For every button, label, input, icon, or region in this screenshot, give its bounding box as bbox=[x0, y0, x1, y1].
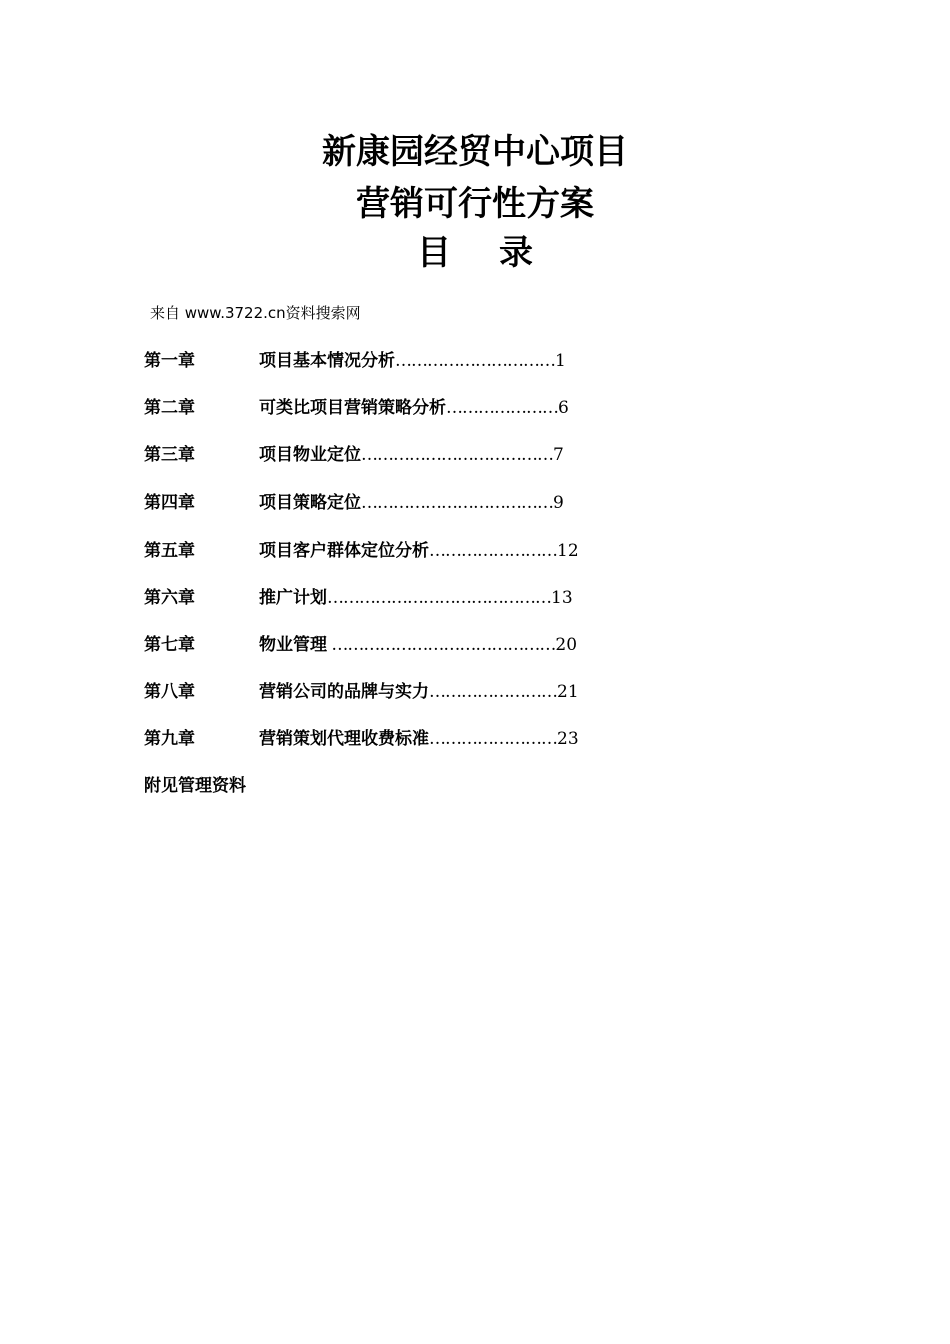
toc-leader: ……………………………… bbox=[361, 493, 553, 513]
source-note: 来自 www.3722.cn资料搜索网 bbox=[150, 304, 361, 322]
document-title-line2: 营销可行性方案 bbox=[356, 184, 594, 224]
toc-heading-char2: 录 bbox=[499, 233, 533, 273]
toc-chapter-label: 第二章 bbox=[144, 398, 195, 418]
toc-chapter-label: 第七章 bbox=[144, 635, 195, 655]
toc-entry-title: 项目策略定位 bbox=[259, 493, 361, 513]
toc-chapter-label: 第四章 bbox=[144, 493, 195, 513]
toc-leader: …………………… bbox=[429, 541, 557, 561]
toc-entry-title: 可类比项目营销策略分析 bbox=[259, 398, 446, 418]
toc-leader: ……………………………… bbox=[361, 445, 553, 465]
toc-leader: …………………… bbox=[429, 729, 557, 749]
toc-entry-title: 推广计划 bbox=[259, 588, 327, 608]
toc-page-number: 21 bbox=[557, 682, 579, 702]
toc-chapter-label: 第一章 bbox=[144, 351, 195, 371]
toc-chapter-label: 第六章 bbox=[144, 588, 195, 608]
toc-chapter-label: 第三章 bbox=[144, 445, 195, 465]
toc-chapter-label: 第八章 bbox=[144, 682, 195, 702]
toc-chapter-label: 第九章 bbox=[144, 729, 195, 749]
toc-page-number: 13 bbox=[551, 588, 573, 608]
appendix-label[interactable]: 附见管理资料 bbox=[144, 776, 246, 796]
toc-heading bbox=[0, 233, 950, 273]
toc-page-number: 9 bbox=[553, 493, 564, 513]
toc-entry-title: 项目基本情况分析 bbox=[259, 351, 395, 371]
toc-entry-title: 项目物业定位 bbox=[259, 445, 361, 465]
toc-page-number: 12 bbox=[557, 541, 579, 561]
toc-page-number: 20 bbox=[555, 635, 578, 655]
toc-entry-title: 营销策划代理收费标准 bbox=[259, 729, 429, 749]
toc-leader: …………………………………… bbox=[327, 635, 556, 655]
toc-page-number: 6 bbox=[558, 398, 569, 418]
toc-entry-title: 营销公司的品牌与实力 bbox=[259, 682, 429, 702]
toc-entry-title: 物业管理 bbox=[259, 635, 327, 655]
toc-leader: …………………… bbox=[429, 682, 557, 702]
toc-page-number: 7 bbox=[553, 445, 564, 465]
toc-heading-char1: 目 bbox=[417, 233, 451, 273]
toc-leader: ………………… bbox=[446, 398, 558, 418]
toc-leader: …………………………………… bbox=[327, 588, 551, 608]
document-title-line1: 新康园经贸中心项目 bbox=[322, 132, 628, 172]
toc-page-number: 23 bbox=[557, 729, 579, 749]
toc-entry-title: 项目客户群体定位分析 bbox=[259, 541, 429, 561]
toc-chapter-label: 第五章 bbox=[144, 541, 195, 561]
toc-leader: ………………………… bbox=[395, 351, 555, 371]
toc-page-number: 1 bbox=[555, 351, 566, 371]
